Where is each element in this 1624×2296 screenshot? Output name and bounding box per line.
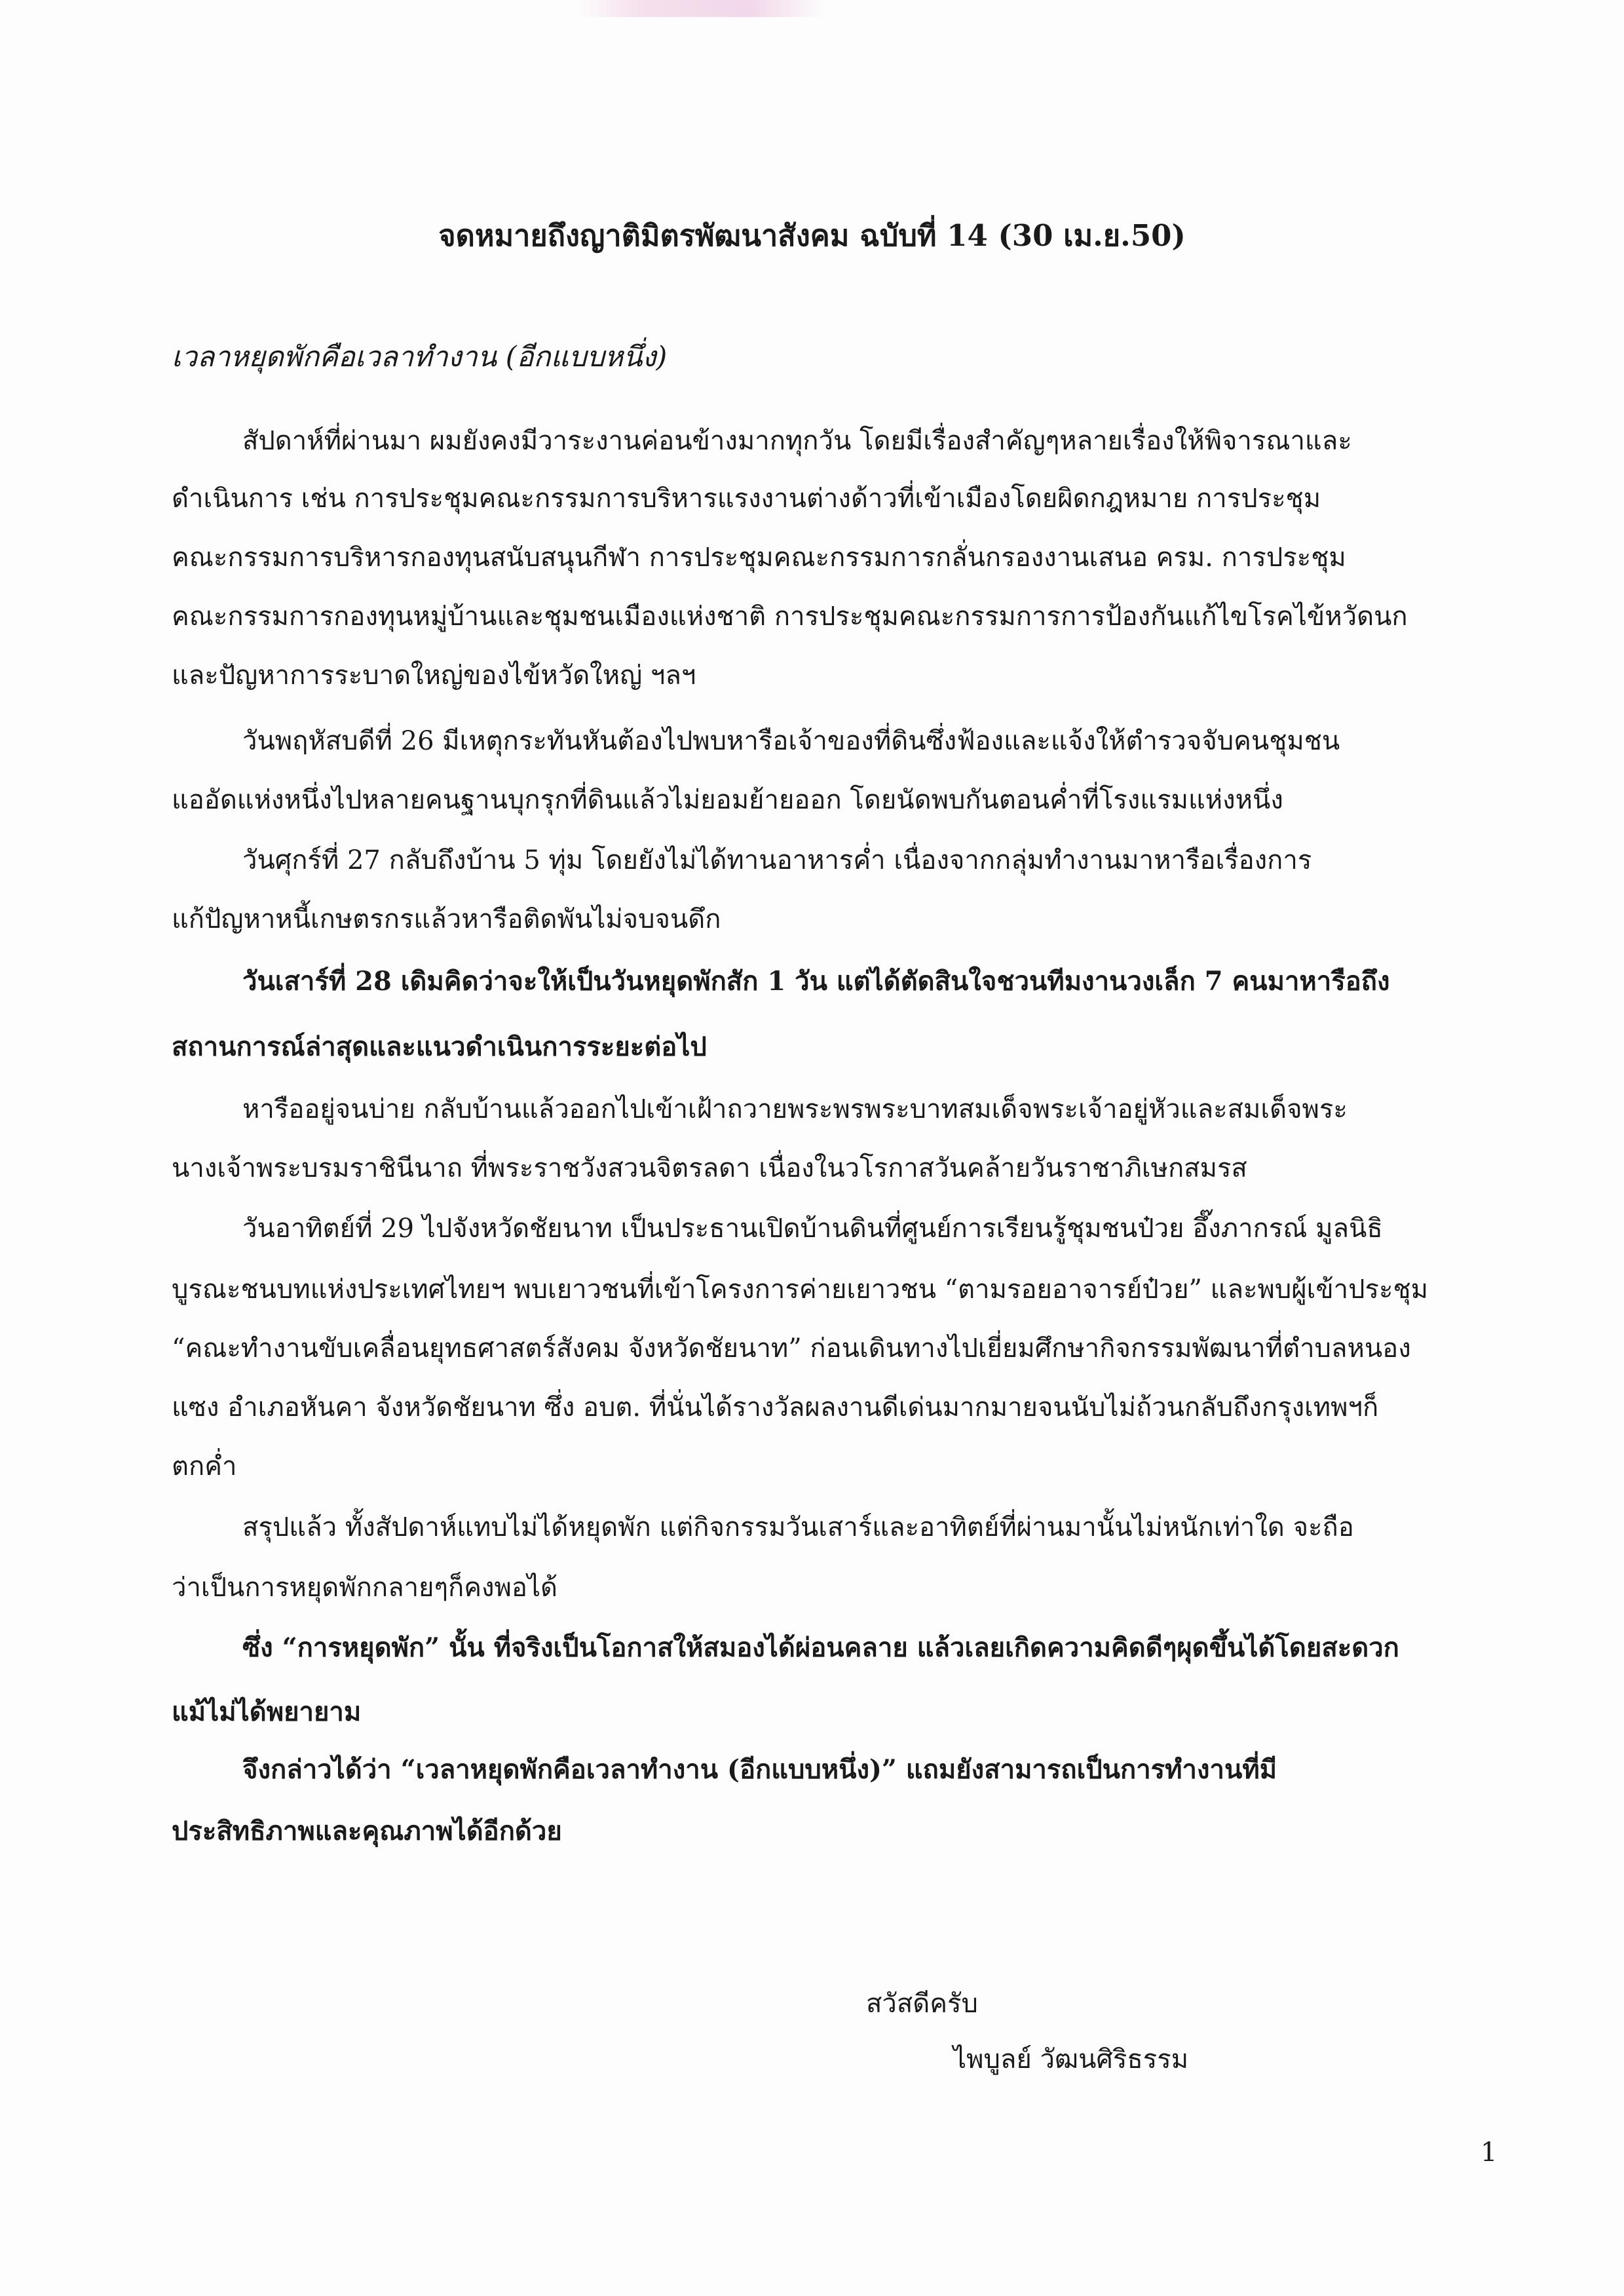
body-line-bold: วันเสาร์ที่ 28 เดิมคิดว่าจะให้เป็นวันหยุดพักสัก 1 วัน แต่ได้ตัดสินใจชวนทีมงานวงเล็ก 7 คนมาหารือถึง: [242, 966, 1390, 997]
body-line: คณะกรรมการกองทุนหมู่บ้านและชุมชนเมืองแห่งชาติ การประชุมคณะกรรมการการป้องกันแก้ไขโรคไข้หวัดนก: [172, 602, 1408, 632]
body-line-bold: จึงกล่าวได้ว่า “เวลาหยุดพักคือเวลาทำงาน (อีกแบบหนึ่ง)” แถมยังสามารถเป็นการทำงานที่มี: [242, 1754, 1277, 1785]
body-line: “คณะทำงานขับเคลื่อนยุทธศาสตร์สังคม จังหวัดชัยนาท” ก่อนเดินทางไปเยี่ยมศึกษากิจกรรมพัฒนาที่ตำบลหนอง: [172, 1333, 1411, 1364]
body-line: สรุปแล้ว ทั้งสัปดาห์แทบไม่ได้หยุดพัก แต่กิจกรรมวันเสาร์และอาทิตย์ที่ผ่านมานั้นไม่หนักเท่าใด จะถือ: [242, 1512, 1354, 1542]
body-line: หารืออยู่จนบ่าย กลับบ้านแล้วออกไปเข้าเฝ้าถวายพระพรพระบาทสมเด็จพระเจ้าอยู่หัวและสมเด็จพระ: [242, 1094, 1348, 1124]
body-line-bold: สถานการณ์ล่าสุดและแนวดำเนินการระยะต่อไป: [172, 1031, 707, 1062]
closing-salutation: สวัสดีครับ: [866, 1989, 978, 2019]
body-line: คณะกรรมการบริหารกองทุนสนับสนุนกีฬา การประชุมคณะกรรมการกลั่นกรองงานเสนอ ครม. การประชุม: [172, 543, 1346, 573]
body-line: สัปดาห์ที่ผ่านมา ผมยังคงมีวาระงานค่อนข้างมากทุกวัน โดยมีเรื่องสำคัญๆหลายเรื่องให้พิจารณาและ: [242, 426, 1352, 456]
body-line: วันศุกร์ที่ 27 กลับถึงบ้าน 5 ทุ่ม โดยยังไม่ได้ทานอาหารค่ำ เนื่องจากกลุ่มทำงานมาหารือเรื่องการ: [242, 845, 1312, 875]
signature-name: ไพบูลย์ วัฒนศิริธรรม: [953, 2044, 1189, 2075]
body-line: ดำเนินการ เช่น การประชุมคณะกรรมการบริหารแรงงานต่างด้าวที่เข้าเมืองโดยผิดกฎหมาย การประชุม: [172, 484, 1321, 514]
body-line: ตกค่ำ: [172, 1451, 237, 1482]
body-line-bold: ประสิทธิภาพและคุณภาพได้อีกด้วย: [172, 1816, 562, 1846]
body-line-bold: แม้ไม่ได้พยายาม: [172, 1696, 362, 1727]
body-line: นางเจ้าพระบรมราชินีนาถ ที่พระราชวังสวนจิตรลดา เนื่องในวโรกาสวันคล้ายวันราชาภิเษกสมรส: [172, 1153, 1247, 1183]
body-line: แซง อำเภอหันคา จังหวัดชัยนาท ซึ่ง อบต. ที่นั่นได้รางวัลผลงานดีเด่นมากมายจนนับไม่ถ้วนกลับถึงกรุงเทพฯก็: [172, 1392, 1379, 1423]
body-line: แออัดแห่งหนึ่งไปหลายคนฐานบุกรุกที่ดินแล้วไม่ยอมย้ายออก โดยนัดพบกันตอนค่ำที่โรงแรมแห่งหนึ่ง: [172, 785, 1283, 815]
body-line: ว่าเป็นการหยุดพักกลายๆก็คงพอได้: [172, 1573, 557, 1603]
body-line: วันพฤหัสบดีที่ 26 มีเหตุกระทันหันต้องไปพบหารือเจ้าของที่ดินซึ่งฟ้องและแจ้งให้ตำรวจจับคนชุมชน: [242, 726, 1340, 756]
body-line: บูรณะชนบทแห่งประเทศไทยฯ พบเยาวชนที่เข้าโครงการค่ายเยาวชน “ตามรอยอาจารย์ป๋วย” และพบผู้เข้าประชุม: [172, 1274, 1429, 1305]
body-line: วันอาทิตย์ที่ 29 ไปจังหวัดชัยนาท เป็นประธานเปิดบ้านดินที่ศูนย์การเรียนรู้ชุมชนป๋วย อึ๊งภากรณ์ มูลนิธิ: [242, 1214, 1383, 1244]
body-line: แก้ปัญหาหนี้เกษตรกรแล้วหารือติดพันไม่จบจนดึก: [172, 904, 721, 934]
body-line: และปัญหาการระบาดใหญ่ของไข้หวัดใหญ่ ฯลฯ: [172, 660, 696, 691]
page-number: 1: [1481, 2137, 1498, 2168]
letter-title: จดหมายถึงญาติมิตรพัฒนาสังคม ฉบับที่ 14 (30 เม.ย.50): [438, 218, 1186, 253]
body-line-bold: ซึ่ง “การหยุดพัก” นั้น ที่จริงเป็นโอกาสให้สมองได้ผ่อนคลาย แล้วเลยเกิดความคิดดีๆผุดขึ้นได้โดยสะดวก: [242, 1632, 1399, 1663]
scan-smudge: [576, 0, 825, 17]
letter-subtitle: เวลาหยุดพักคือเวลาทำงาน (อีกแบบหนึ่ง): [172, 341, 668, 373]
